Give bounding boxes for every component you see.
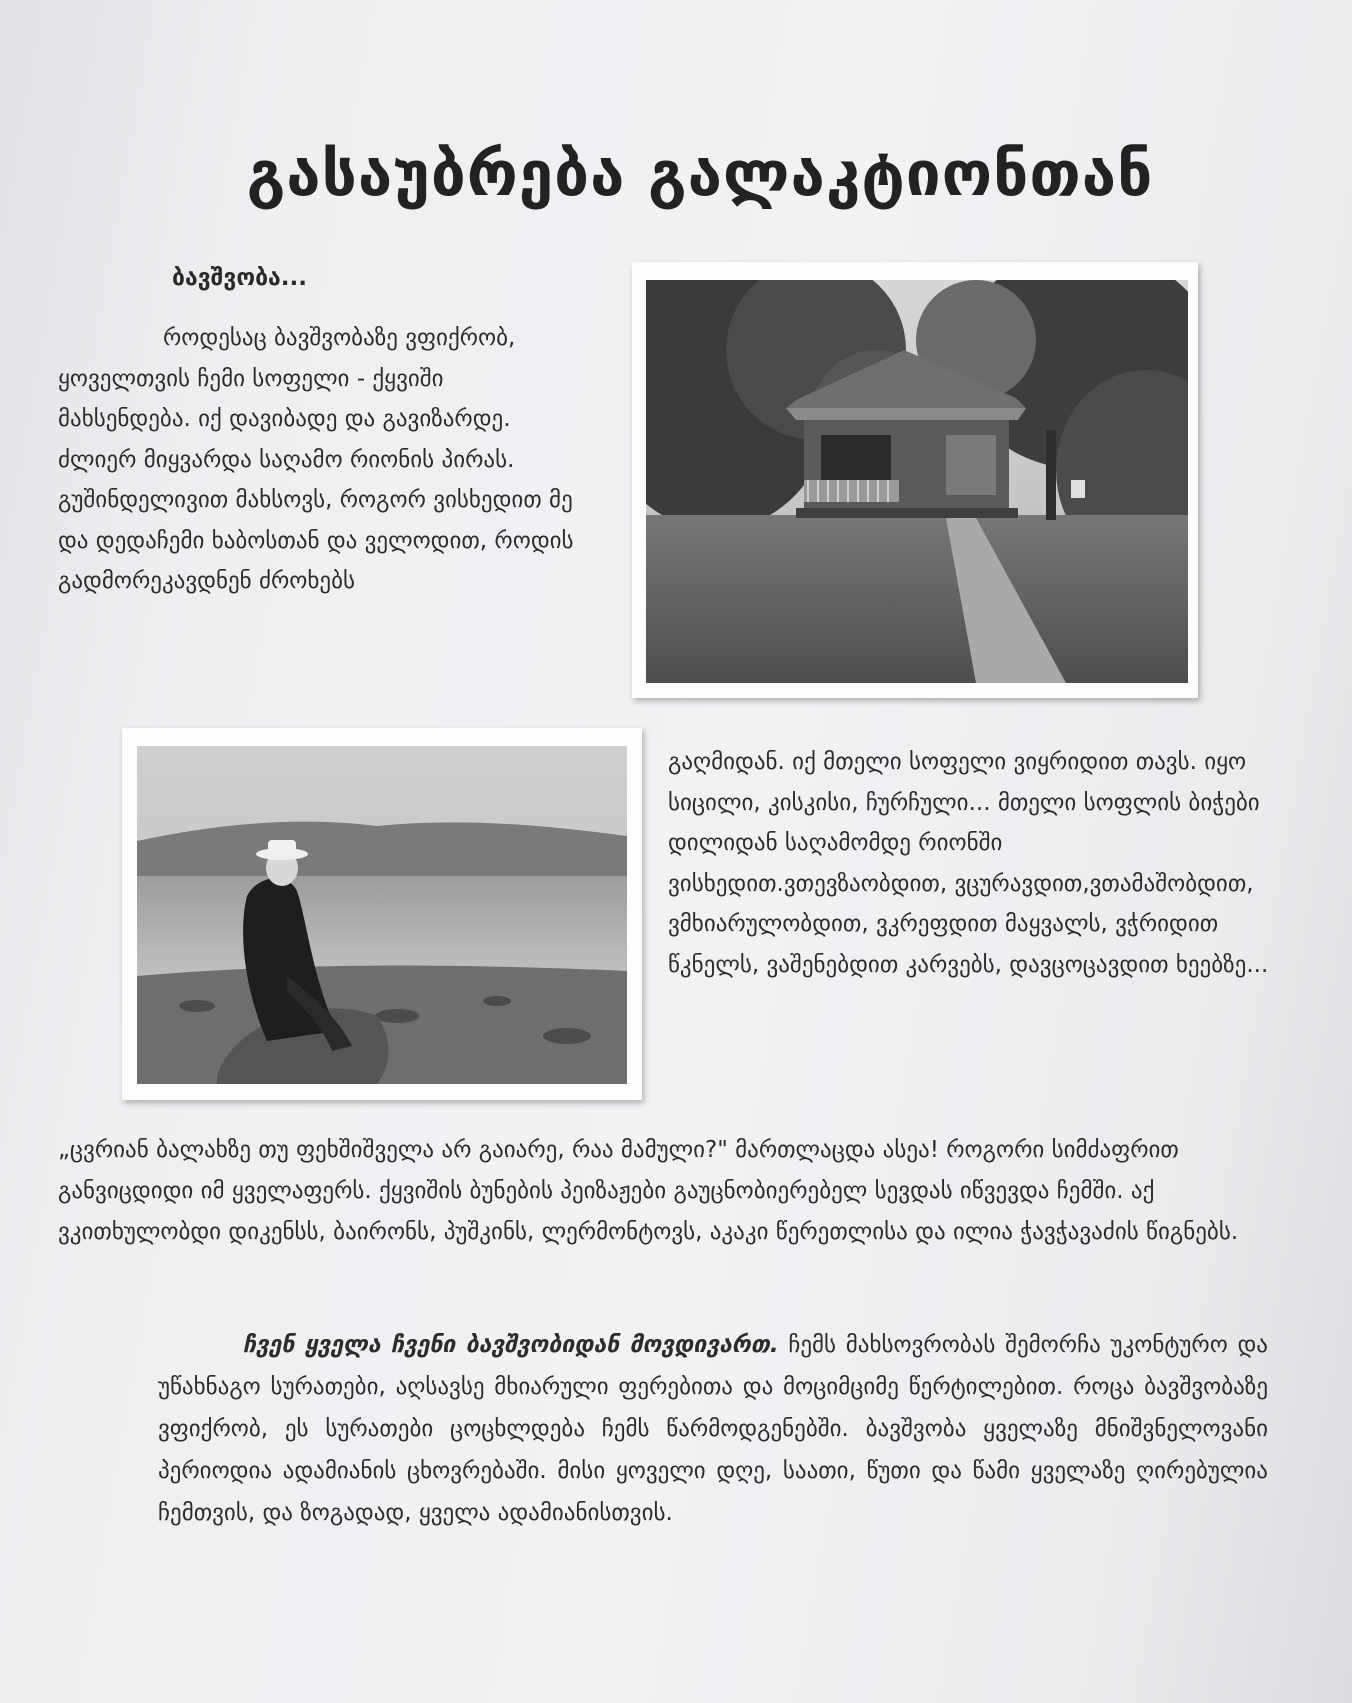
poet-by-river-photo	[122, 728, 642, 1100]
reflection-body: ჩემს მახსოვრობას შემორჩა უკონტურო და უწახნაგო სურათები, აღსავსე მხიარული ფერებითა და მოციმციმე წერტილებით. როცა ბავშვობაზე ვფიქრობ, ეს სურათები ცოცხლდება ჩემს წარმოდგენებში. ბავშვობა ყველაზე მნიშვნელოვანი პერიოდია ადამიანის ცხოვრებაში. მისი ყოველი დღე, საათი, წუთი და წამი ყველაზე ღირებულია ჩემთვის, და ზოგადად, ყველა ადამიანისთვის.	[158, 1332, 1268, 1526]
house-photo-image	[646, 280, 1188, 683]
paragraph-childhood-intro: როდესაც ბავშვობაზე ვფიქრობ, ყოველთვის ჩემი სოფელი - ქყვიში მახსენდება. იქ დავიბადე და გავიზარდე. ძლიერ მიყვარდა საღამო რიონის პირას. გუშინდელივით მახსოვს, როგორ ვისხედით მე და დედაჩემი ხაბოსთან და ველოდით, როდის გადმორეკავდნენ ძროხებს	[58, 325, 574, 594]
reflection-lead-sentence: ჩვენ ყველა ჩვენი ბავშვობიდან მოვდივართ.	[243, 1332, 779, 1358]
section-subheading: ბავშვობა...	[172, 265, 307, 291]
house-photo	[632, 262, 1198, 698]
poet-by-river-photo-image	[137, 746, 627, 1084]
paragraph-reading-memories: „ცვრიან ბალახზე თუ ფეხშიშველა არ გაიარე, რაა მამული?" მართლაცდა ასეა! როგორი სიმძაფრით განვიცდიდი იმ ყველაფერს. ქყვიშის ბუნების პეიზაჟები გაუცნობიერებელ სევდას იწვევდა ჩემში. აქ ვკითხულობდი დიკენსს, ბაირონს, პუშკინს, ლერმონტოვს, აკაკი წერეთლისა და ილია ჭავჭავაძის წიგნებს.	[58, 1137, 1239, 1245]
article-title: გასაუბრება გალაკტიონთან	[246, 137, 1154, 210]
paragraph-childhood-reflection	[158, 1324, 1268, 1534]
paragraph-village-games: გაღმიდან. იქ მთელი სოფელი ვიყრიდით თავს. იყო სიცილი, კისკისი, ჩურჩული... მთელი სოფლის ბიჭები დილიდან საღამომდე რიონში ვისხედით.ვთევზაობდით, ვცურავდით,ვთამაშობდით, ვმხიარულობდით, ვკრეფდით მაყვალს, ვჭრიდით წკნელს, ვაშენებდით კარვებს, დავცოცავდით ხეებზე...	[668, 749, 1269, 978]
